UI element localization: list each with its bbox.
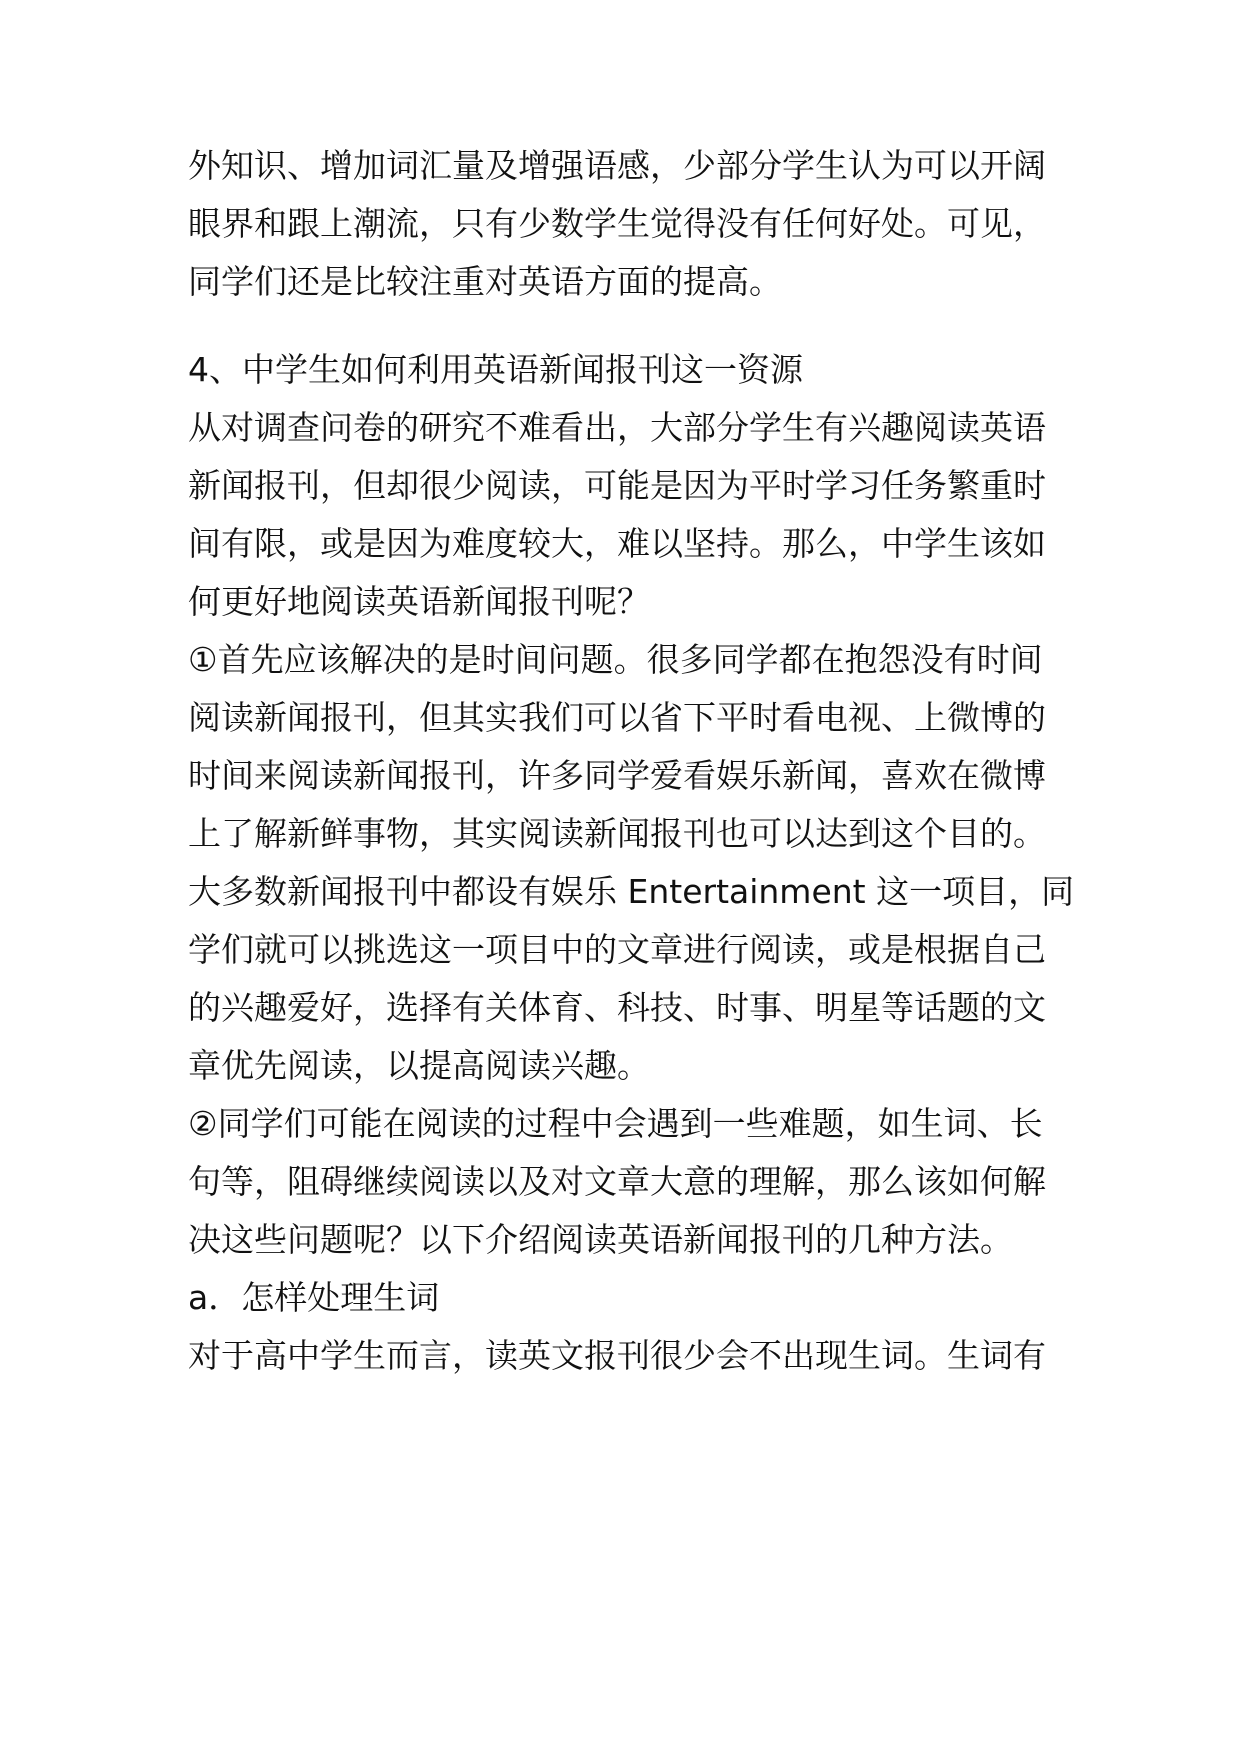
- paragraph-line: ①首先应该解决的是时间问题。很多同学都在抱怨没有时间: [188, 640, 1043, 679]
- paragraph-line: 决这些问题呢？以下介绍阅读英语新闻报刊的几种方法。: [188, 1220, 1013, 1259]
- paragraph-line: 大多数新闻报刊中都设有娱乐 Entertainment 这一项目，同: [188, 872, 1075, 911]
- subsection-heading: a．怎样处理生词: [188, 1278, 440, 1317]
- paragraph-line: 新闻报刊，但却很少阅读，可能是因为平时学习任务繁重时: [188, 466, 1046, 505]
- paragraph-line: 学们就可以挑选这一项目中的文章进行阅读，或是根据自己: [188, 930, 1046, 969]
- paragraph-line: 何更好地阅读英语新闻报刊呢？: [188, 582, 650, 621]
- paragraph-line: ②同学们可能在阅读的过程中会遇到一些难题，如生词、长: [188, 1104, 1043, 1143]
- paragraph-line: 的兴趣爱好，选择有关体育、科技、时事、明星等话题的文: [188, 988, 1046, 1027]
- paragraph-line: 对于高中学生而言，读英文报刊很少会不出现生词。生词有: [188, 1336, 1046, 1375]
- paragraph-line: 同学们还是比较注重对英语方面的提高。: [188, 262, 782, 301]
- paragraph-line: 外知识、增加词汇量及增强语感，少部分学生认为可以开阔: [188, 146, 1046, 185]
- paragraph-line: 间有限，或是因为难度较大，难以坚持。那么，中学生该如: [188, 524, 1046, 563]
- paragraph-line: 眼界和跟上潮流，只有少数学生觉得没有任何好处。可见，: [188, 204, 1046, 243]
- paragraph-line: 阅读新闻报刊，但其实我们可以省下平时看电视、上微博的: [188, 698, 1046, 737]
- paragraph-line: 章优先阅读，以提高阅读兴趣。: [188, 1046, 650, 1085]
- section-heading: 4、中学生如何利用英语新闻报刊这一资源: [188, 350, 803, 389]
- paragraph-line: 从对调查问卷的研究不难看出，大部分学生有兴趣阅读英语: [188, 408, 1046, 447]
- paragraph-line: 时间来阅读新闻报刊，许多同学爱看娱乐新闻，喜欢在微博: [188, 756, 1046, 795]
- paragraph-line: 上了解新鲜事物，其实阅读新闻报刊也可以达到这个目的。: [188, 814, 1046, 853]
- paragraph-line: 句等，阻碍继续阅读以及对文章大意的理解，那么该如何解: [188, 1162, 1046, 1201]
